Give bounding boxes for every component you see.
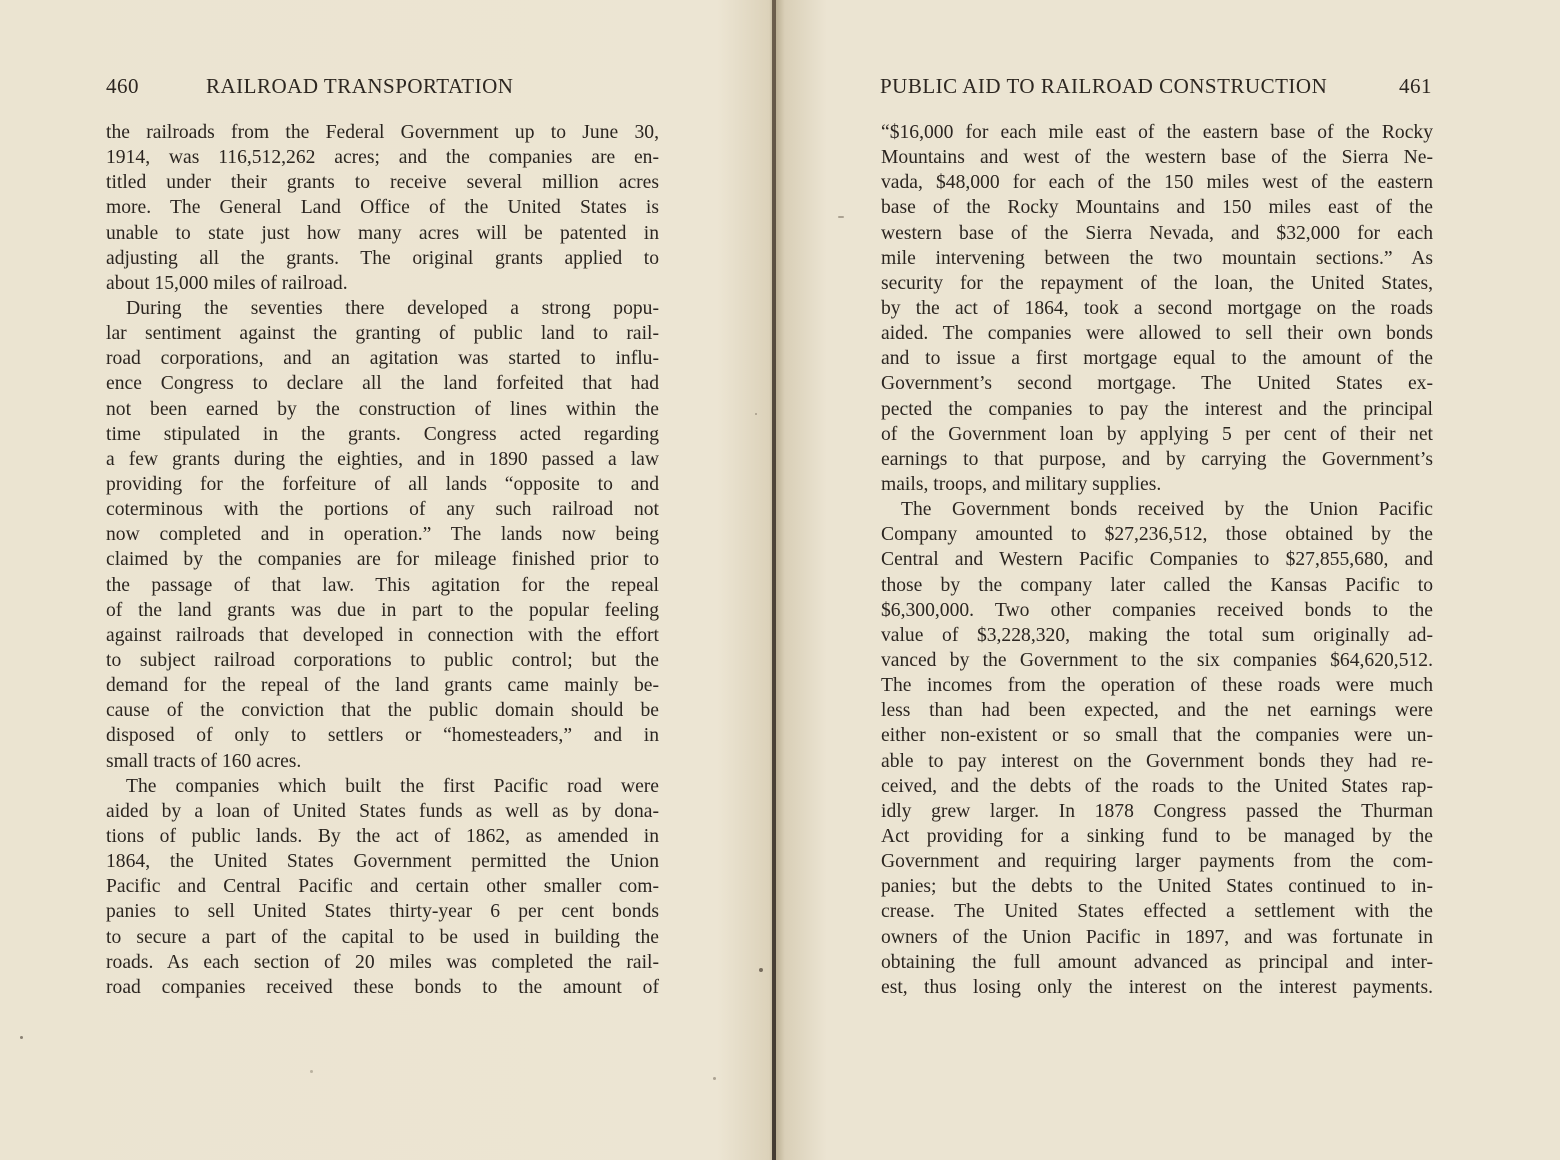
text-line: those by the company later called the Kansas Pacific to xyxy=(881,574,1433,596)
text-line: either non-existent or so small that the companies were un- xyxy=(881,725,1433,747)
text-line: mile intervening between the two mountain sections.” As xyxy=(881,247,1433,269)
text-line: cause of the conviction that the public domain should be xyxy=(106,700,659,722)
paper-speck xyxy=(713,1077,716,1080)
text-line: more. The General Land Office of the United States is xyxy=(106,197,659,219)
text-line: security for the repayment of the loan, the United States, xyxy=(881,272,1433,294)
text-line: providing for the forfeiture of all lands “opposite to and xyxy=(106,473,659,495)
text-line: aided by a loan of United States funds as well as by dona- xyxy=(106,800,659,822)
text-line: less than had been expected, and the net earnings were xyxy=(881,700,1433,722)
text-line: time stipulated in the grants. Congress acted regarding xyxy=(106,423,659,445)
text-line: adjusting all the grants. The original grants applied to xyxy=(106,247,659,269)
text-line: “$16,000 for each mile east of the eastern base of the Rocky xyxy=(881,122,1433,143)
text-line: Government and requiring larger payments from the com- xyxy=(881,851,1433,873)
text-line: Pacific and Central Pacific and certain other smaller com- xyxy=(106,876,659,898)
paper-speck xyxy=(838,216,844,218)
text-line: to subject railroad corporations to public control; but the xyxy=(106,649,659,671)
text-line: unable to state just how many acres will be patented in xyxy=(106,222,659,244)
right-page-number: 461 xyxy=(1399,74,1432,98)
text-line: of the land grants was due in part to the popular feeling xyxy=(106,599,659,621)
paper-speck xyxy=(310,1070,313,1073)
text-line: disposed of only to settlers or “homesteaders,” and in xyxy=(106,725,659,747)
text-line: Company amounted to $27,236,512, those obtained by the xyxy=(881,524,1433,546)
text-line: ence Congress to declare all the land forfeited that had xyxy=(106,373,659,395)
text-line: 1864, the United States Government permitted the Union xyxy=(106,851,659,873)
text-line: crease. The United States effected a settlement with the xyxy=(881,901,1433,923)
paper-speck xyxy=(20,1036,23,1039)
paper-speck xyxy=(755,413,757,415)
text-line: western base of the Sierra Nevada, and $32,000 for each xyxy=(881,222,1433,244)
text-line: lar sentiment against the granting of public land to rail- xyxy=(106,323,659,345)
text-line: vanced by the Government to the six companies $64,620,512. xyxy=(881,649,1433,671)
text-line: idly grew larger. In 1878 Congress passed the Thurman xyxy=(881,800,1433,822)
text-line: earnings to that purpose, and by carrying the Government’s xyxy=(881,448,1433,470)
text-line: now completed and in operation.” The lands now being xyxy=(106,524,659,546)
text-line: 1914, was 116,512,262 acres; and the companies are en- xyxy=(106,147,659,169)
text-line: of the Government loan by applying 5 per cent of their net xyxy=(881,423,1433,445)
text-line: ceived, and the debts of the roads to the United States rap- xyxy=(881,775,1433,797)
text-line: able to pay interest on the Government bonds they had re- xyxy=(881,750,1433,772)
right-running-head-title: PUBLIC AID TO RAILROAD CONSTRUCTION xyxy=(880,74,1328,98)
text-line: coterminous with the portions of any such railroad not xyxy=(106,499,659,521)
text-line: pected the companies to pay the interest and the principal xyxy=(881,398,1433,420)
text-line: obtaining the full amount advanced as principal and inter- xyxy=(881,951,1433,973)
text-line: base of the Rocky Mountains and 150 miles east of the xyxy=(881,197,1433,219)
left-page xyxy=(0,0,772,1160)
text-line: claimed by the companies are for mileage finished prior to xyxy=(106,549,659,571)
text-line: road companies received these bonds to the amount of xyxy=(106,976,659,998)
right-page xyxy=(776,0,1560,1160)
text-line: by the act of 1864, took a second mortgage on the roads xyxy=(881,297,1433,319)
text-line: The Government bonds received by the Union Pacific xyxy=(901,499,1433,521)
text-line: the passage of that law. This agitation for the repeal xyxy=(106,574,659,596)
text-line: vada, $48,000 for each of the 150 miles west of the eastern xyxy=(881,172,1433,194)
text-line: demand for the repeal of the land grants came mainly be- xyxy=(106,675,659,697)
text-line: Central and Western Pacific Companies to $27,855,680, and xyxy=(881,549,1433,571)
text-line: against railroads that developed in connection with the effort xyxy=(106,624,659,646)
text-line: about 15,000 miles of railroad. xyxy=(106,272,348,294)
text-line: road corporations, and an agitation was started to influ- xyxy=(106,348,659,370)
text-line: titled under their grants to receive several million acres xyxy=(106,172,659,194)
text-line: Government’s second mortgage. The United States ex- xyxy=(881,373,1433,395)
left-page-number: 460 xyxy=(106,74,139,98)
text-line: $6,300,000. Two other companies received bonds to the xyxy=(881,599,1433,621)
text-line: and to issue a first mortgage equal to the amount of the xyxy=(881,348,1433,370)
text-line: est, thus losing only the interest on the interest payments. xyxy=(881,976,1433,998)
text-line: not been earned by the construction of lines within the xyxy=(106,398,659,420)
text-line: Mountains and west of the western base of the Sierra Ne- xyxy=(881,147,1433,169)
text-line: aided. The companies were allowed to sell their own bonds xyxy=(881,323,1433,345)
text-line: During the seventies there developed a strong popu- xyxy=(126,297,659,319)
text-line: The companies which built the first Pacific road were xyxy=(126,775,659,797)
text-line: to secure a part of the capital to be used in building the xyxy=(106,926,659,948)
text-line: a few grants during the eighties, and in 1890 passed a law xyxy=(106,448,659,470)
text-line: value of $3,228,320, making the total sum originally ad- xyxy=(881,624,1433,646)
text-line: Act providing for a sinking fund to be managed by the xyxy=(881,825,1433,847)
left-running-head-title: RAILROAD TRANSPORTATION xyxy=(206,74,514,98)
left-body-text xyxy=(106,120,659,1000)
text-line: the railroads from the Federal Government up to June 30, xyxy=(106,122,659,143)
text-line: mails, troops, and military supplies. xyxy=(881,473,1162,495)
text-line: panies; but the debts to the United States continued to in- xyxy=(881,876,1433,898)
text-line: tions of public lands. By the act of 1862, as amended in xyxy=(106,825,659,847)
text-line: roads. As each section of 20 miles was completed the rail- xyxy=(106,951,659,973)
text-line: owners of the Union Pacific in 1897, and was fortunate in xyxy=(881,926,1433,948)
text-line: panies to sell United States thirty-year 6 per cent bonds xyxy=(106,901,659,923)
text-line: The incomes from the operation of these roads were much xyxy=(881,675,1433,697)
text-line: small tracts of 160 acres. xyxy=(106,750,302,772)
right-body-text xyxy=(881,120,1433,1000)
paper-speck xyxy=(759,968,763,972)
